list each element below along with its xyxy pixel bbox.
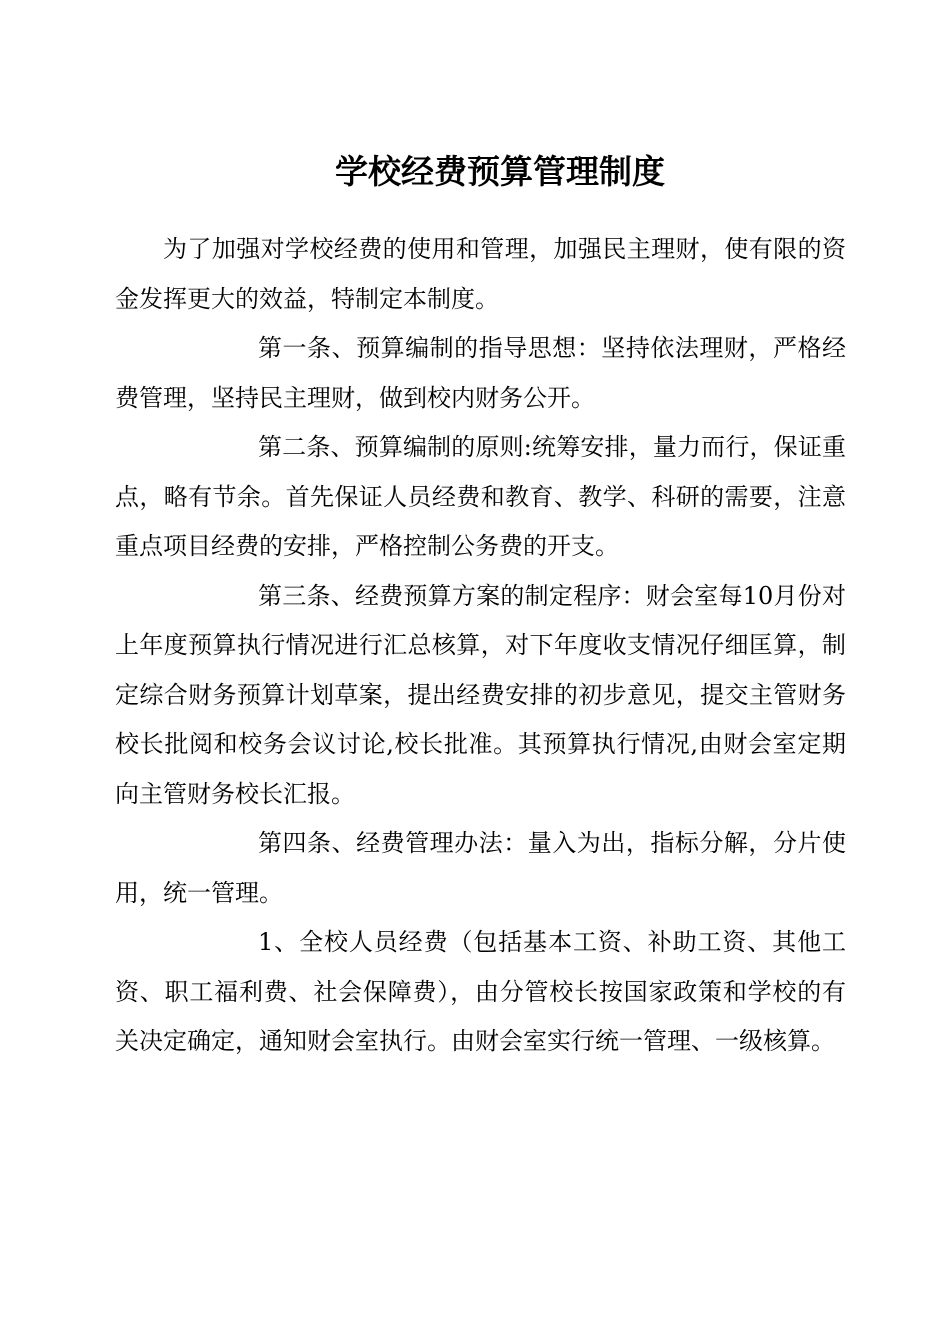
intro-paragraph: 为了加强对学校经费的使用和管理，加强民主理财，使有限的资金发挥更大的效益，特制定本制度。 [115, 235, 846, 313]
item-1-paragraph: 1、全校人员经费（包括基本工资、补助工资、其他工资、职工福利费、社会保障费），由分管校长按国家政策和学校的有关决定确定，通知财会室执行。由财会室实行统一管理、一级核算。 [115, 928, 846, 1055]
article-1-paragraph: 第一条、预算编制的指导思想：坚持依法理财，严格经费管理，坚持民主理财，做到校内财务公开。 [115, 334, 846, 412]
document-body [115, 225, 846, 1067]
document-title: 学校经费预算管理制度 [335, 152, 665, 192]
article-4-paragraph: 第四条、经费管理办法：量入为出，指标分解，分片使用，统一管理。 [115, 829, 846, 907]
article-2-paragraph: 第二条、预算编制的原则:统筹安排，量力而行，保证重点，略有节余。首先保证人员经费和教育、教学、科研的需要，注意重点项目经费的安排，严格控制公务费的开支。 [115, 433, 846, 560]
article-3-paragraph: 第三条、经费预算方案的制定程序：财会室每10月份对上年度预算执行情况进行汇总核算，对下年度收支情况仔细匡算，制定综合财务预算计划草案，提出经费安排的初步意见，提交主管财务校长批阅和校务会议讨论,校长批准。其预算执行情况,由财会室定期向主管财务校长汇报。 [115, 581, 846, 808]
